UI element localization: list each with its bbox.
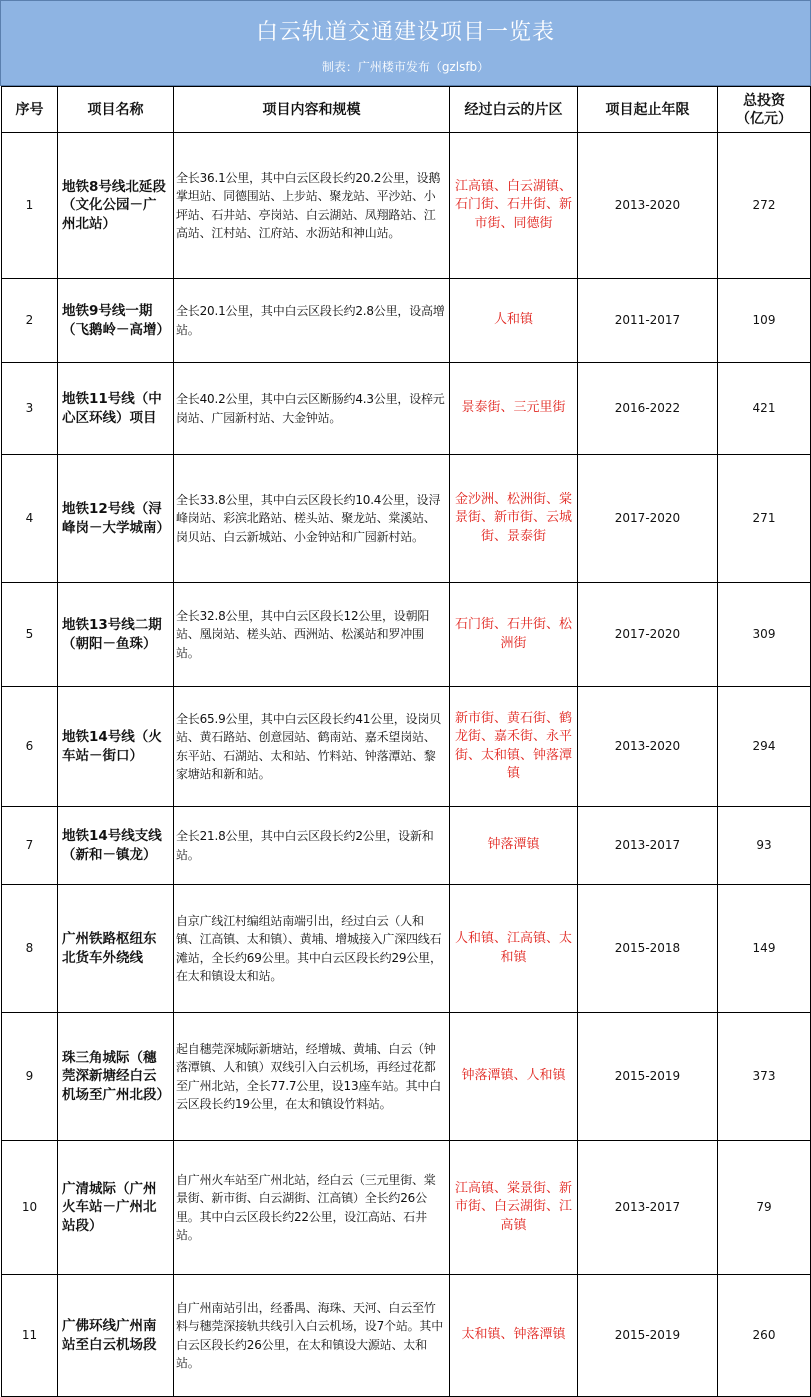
project-years: 2017-2020 bbox=[578, 583, 718, 687]
projects-table bbox=[1, 86, 811, 1397]
total-investment: 421 bbox=[718, 363, 811, 455]
baiyun-areas: 金沙洲、松洲街、棠景街、新市街、云城街、景泰街 bbox=[450, 455, 578, 583]
row-number: 9 bbox=[2, 1013, 58, 1141]
table-row bbox=[2, 687, 811, 807]
project-description: 自广州火车站至广州北站，经白云（三元里街、棠景街、新市街、白云湖街、江高镇）全长约26公里。其中白云区段长约22公里，设江高站、石井站。 bbox=[174, 1141, 450, 1275]
project-name: 地铁13号线二期（朝阳－鱼珠） bbox=[58, 583, 174, 687]
total-investment: 79 bbox=[718, 1141, 811, 1275]
baiyun-areas: 人和镇、江高镇、太和镇 bbox=[450, 885, 578, 1013]
row-number: 1 bbox=[2, 133, 58, 279]
table-row bbox=[2, 455, 811, 583]
project-description: 全长20.1公里，其中白云区段长约2.8公里，设高增站。 bbox=[174, 279, 450, 363]
project-years: 2011-2017 bbox=[578, 279, 718, 363]
project-description: 全长32.8公里，其中白云区段长12公里，设朝阳站、凰岗站、槎头站、西洲站、松溪站和罗冲围站。 bbox=[174, 583, 450, 687]
project-name: 地铁14号线支线（新和－镇龙） bbox=[58, 807, 174, 885]
project-name: 珠三角城际（穗莞深新塘经白云机场至广州北段） bbox=[58, 1013, 174, 1141]
baiyun-areas: 景泰街、三元里街 bbox=[450, 363, 578, 455]
total-investment: 309 bbox=[718, 583, 811, 687]
row-number: 5 bbox=[2, 583, 58, 687]
row-number: 8 bbox=[2, 885, 58, 1013]
total-investment: 109 bbox=[718, 279, 811, 363]
project-description: 自广州南站引出，经番禺、海珠、天河、白云至竹料与穗莞深接轨共线引入白云机场，设7个站。其中白云区段长约26公里，在太和镇设大源站、太和站。 bbox=[174, 1275, 450, 1397]
table-row bbox=[2, 133, 811, 279]
column-header-name: 项目名称 bbox=[58, 87, 174, 133]
project-name: 地铁8号线北延段（文化公园－广州北站） bbox=[58, 133, 174, 279]
column-header-investment: 总投资 （亿元） bbox=[718, 87, 811, 133]
baiyun-areas: 新市街、黄石街、鹤龙街、嘉禾街、永平街、太和镇、钟落潭镇 bbox=[450, 687, 578, 807]
project-description: 全长65.9公里，其中白云区段长约41公里，设岗贝站、黄石路站、创意园站、鹤南站、嘉禾望岗站、东平站、石湖站、太和站、竹料站、钟落潭站、黎家塘站和新和站。 bbox=[174, 687, 450, 807]
project-years: 2013-2020 bbox=[578, 133, 718, 279]
table-header-banner bbox=[0, 0, 811, 86]
column-header-area: 经过白云的片区 bbox=[450, 87, 578, 133]
project-description: 全长36.1公里，其中白云区段长约20.2公里，设鹅掌坦站、同德围站、上步站、聚龙站、平沙站、小坪站、石井站、亭岗站、白云湖站、凤翔路站、江高站、江村站、江府站、水沥站和神山站。 bbox=[174, 133, 450, 279]
total-investment: 271 bbox=[718, 455, 811, 583]
row-number: 4 bbox=[2, 455, 58, 583]
project-name: 地铁9号线一期（飞鹅岭－高增） bbox=[58, 279, 174, 363]
project-description: 全长33.8公里，其中白云区段长约10.4公里，设浔峰岗站、彩滨北路站、槎头站、聚龙站、棠溪站、岗贝站、白云新城站、小金钟站和广园新村站。 bbox=[174, 455, 450, 583]
row-number: 6 bbox=[2, 687, 58, 807]
total-investment: 93 bbox=[718, 807, 811, 885]
project-name: 地铁14号线（火车站－街口） bbox=[58, 687, 174, 807]
row-number: 10 bbox=[2, 1141, 58, 1275]
total-investment: 149 bbox=[718, 885, 811, 1013]
table-row bbox=[2, 583, 811, 687]
total-investment: 260 bbox=[718, 1275, 811, 1397]
page-title: 白云轨道交通建设项目一览表 bbox=[255, 20, 555, 45]
table-row bbox=[2, 363, 811, 455]
table-row bbox=[2, 1275, 811, 1397]
project-years: 2015-2019 bbox=[578, 1275, 718, 1397]
total-investment: 373 bbox=[718, 1013, 811, 1141]
row-number: 2 bbox=[2, 279, 58, 363]
baiyun-areas: 人和镇 bbox=[450, 279, 578, 363]
project-description: 起自穗莞深城际新塘站，经增城、黄埔、白云（钟落潭镇、人和镇）双线引入白云机场，再经过花都至广州北站，全长77.7公里，设13座车站。其中白云区段长约19公里，在太和镇设竹料站。 bbox=[174, 1013, 450, 1141]
project-years: 2017-2020 bbox=[578, 455, 718, 583]
baiyun-areas: 太和镇、钟落潭镇 bbox=[450, 1275, 578, 1397]
project-description: 全长40.2公里，其中白云区断肠约4.3公里，设梓元岗站、广园新村站、大金钟站。 bbox=[174, 363, 450, 455]
baiyun-areas: 江高镇、白云湖镇、石门街、石井街、新市街、同德街 bbox=[450, 133, 578, 279]
table-row bbox=[2, 279, 811, 363]
row-number: 11 bbox=[2, 1275, 58, 1397]
project-description: 全长21.8公里，其中白云区段长约2公里，设新和站。 bbox=[174, 807, 450, 885]
page-subtitle: 制表：广州楼市发布（gzlsfb） bbox=[321, 60, 490, 74]
baiyun-areas: 石门街、石井街、松洲街 bbox=[450, 583, 578, 687]
project-years: 2015-2018 bbox=[578, 885, 718, 1013]
column-header-years: 项目起止年限 bbox=[578, 87, 718, 133]
project-name: 广佛环线广州南站至白云机场段 bbox=[58, 1275, 174, 1397]
project-name: 广清城际（广州火车站－广州北站段） bbox=[58, 1141, 174, 1275]
column-header-row bbox=[2, 87, 811, 133]
baiyun-areas: 钟落潭镇、人和镇 bbox=[450, 1013, 578, 1141]
project-name: 地铁12号线（浔峰岗－大学城南） bbox=[58, 455, 174, 583]
row-number: 7 bbox=[2, 807, 58, 885]
row-number: 3 bbox=[2, 363, 58, 455]
total-investment: 294 bbox=[718, 687, 811, 807]
table-row bbox=[2, 1013, 811, 1141]
project-name: 地铁11号线（中心区环线）项目 bbox=[58, 363, 174, 455]
project-name: 广州铁路枢纽东北货车外绕线 bbox=[58, 885, 174, 1013]
column-header-no: 序号 bbox=[2, 87, 58, 133]
table-row bbox=[2, 807, 811, 885]
baiyun-areas: 钟落潭镇 bbox=[450, 807, 578, 885]
baiyun-areas: 江高镇、棠景街、新市街、白云湖街、江高镇 bbox=[450, 1141, 578, 1275]
project-years: 2013-2017 bbox=[578, 807, 718, 885]
table-row bbox=[2, 1141, 811, 1275]
column-header-content: 项目内容和规模 bbox=[174, 87, 450, 133]
table-row bbox=[2, 885, 811, 1013]
project-years: 2015-2019 bbox=[578, 1013, 718, 1141]
total-investment: 272 bbox=[718, 133, 811, 279]
project-description: 自京广线江村编组站南端引出，经过白云（人和镇、江高镇、太和镇）、黄埔、增城接入广深四线石滩站，全长约69公里。其中白云区段长约29公里，在太和镇设太和站。 bbox=[174, 885, 450, 1013]
project-years: 2013-2020 bbox=[578, 687, 718, 807]
project-years: 2013-2017 bbox=[578, 1141, 718, 1275]
project-years: 2016-2022 bbox=[578, 363, 718, 455]
